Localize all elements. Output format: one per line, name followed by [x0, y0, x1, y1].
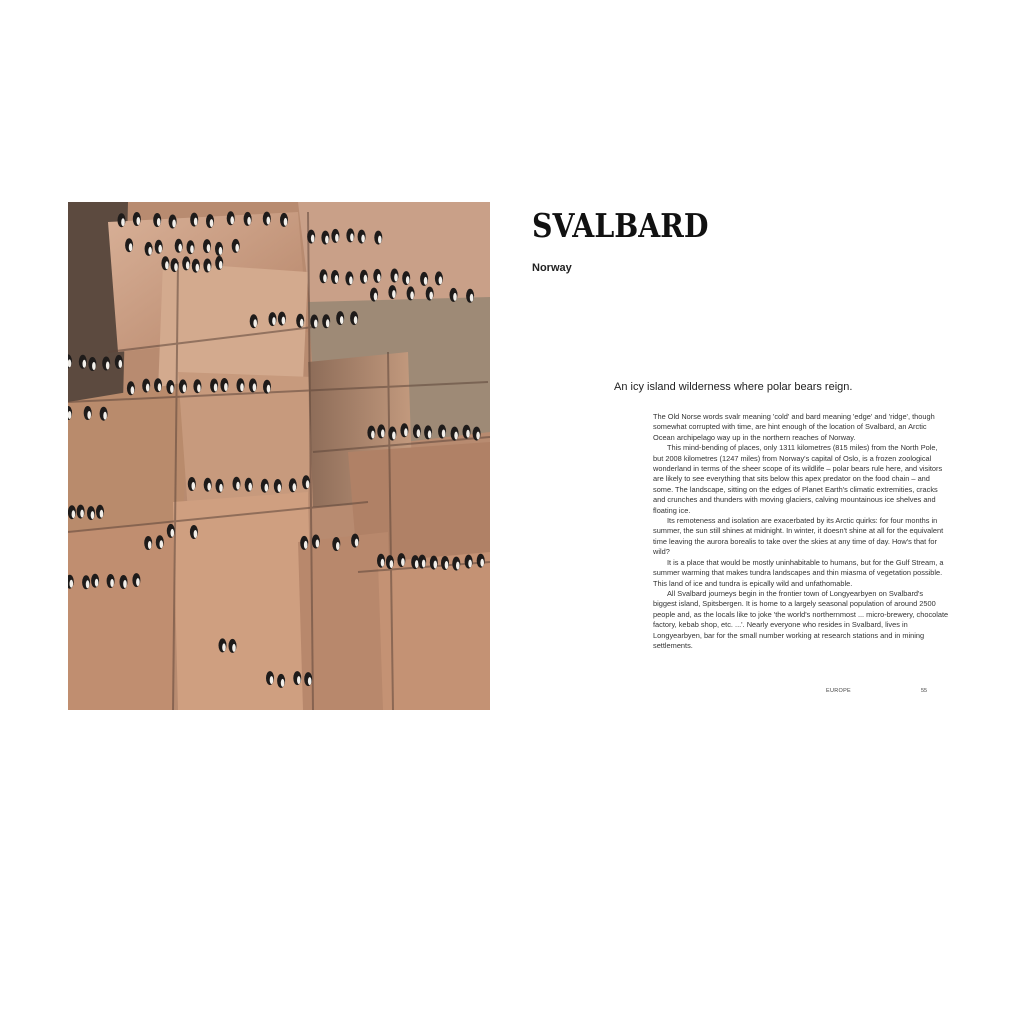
bird-belly [454, 432, 458, 440]
bird-belly [253, 319, 257, 327]
bird-belly [361, 235, 365, 243]
bird-belly [207, 244, 211, 252]
bird-belly [354, 316, 358, 324]
cliff-photo [68, 202, 490, 710]
bird-belly [304, 541, 308, 549]
rock-face-5 [68, 382, 188, 542]
bird-belly [194, 530, 198, 538]
bird-belly [131, 386, 135, 394]
bird-belly [434, 561, 438, 569]
bird-belly [222, 643, 226, 651]
bird-belly [325, 236, 329, 244]
bird-belly [207, 483, 211, 491]
bird-belly [219, 247, 223, 255]
bird-belly [272, 317, 276, 325]
bird-belly [340, 316, 344, 324]
bird-belly [374, 293, 378, 301]
rock-face-12 [378, 552, 490, 710]
bird-belly [91, 511, 95, 519]
bird-belly [265, 484, 269, 492]
bird-belly [100, 510, 104, 518]
bird-belly [293, 483, 297, 491]
bird-belly [270, 676, 274, 684]
bird-belly [178, 244, 182, 252]
bird-belly [297, 676, 301, 684]
bird-belly [381, 429, 385, 437]
bird-belly [453, 293, 457, 301]
bird-belly [207, 264, 211, 272]
bird-belly [148, 541, 152, 549]
footer-section-label: EUROPE [826, 688, 852, 694]
bird-belly [314, 320, 318, 328]
bird-belly [192, 482, 196, 490]
bird-belly [157, 218, 161, 226]
bird-belly [371, 431, 375, 439]
bird-belly [148, 247, 152, 255]
paragraph: All Svalbard journeys begin in the frontier town of Longyearbyen on Svalbard's biggest island, Spitsbergen. It is home to a largely seasonal population of around 2500 people and, as the locals like to joke 'the world's northernmost ... micro-brewery, chocolate factory, kebab shop, etc. ...'. Nearly everyone who resides in Svalbard, lives in Longyearbyen, bar for the small number working at research stations and in mining settlements. [653, 588, 949, 650]
lede: An icy island wilderness where polar bears reign. [614, 381, 853, 393]
bird-belly [468, 560, 472, 568]
bird-belly [95, 579, 99, 587]
bird-belly [355, 539, 359, 547]
bird-belly [210, 219, 214, 227]
bird-belly [415, 560, 419, 568]
bird-belly [219, 261, 223, 269]
bird-belly [214, 384, 218, 392]
bird-belly [476, 432, 480, 440]
bird-belly [224, 383, 228, 391]
bird-belly [87, 411, 91, 419]
bird-belly [236, 482, 240, 490]
bird-belly [350, 233, 354, 241]
paragraph: This mind-bending of places, only 1311 kilometres (815 miles) from the North Pole, but 2008 kilometres (1247 miles) from Norway's capital of Oslo, is a frozen zoological wonderland in terms of the sheer scope of its wildlife – polar bears rule here, and visitors are likely to see everything that sits below this apex predator on the food chain – and some. The landscape, sitting on the edges of Planet Earth's climatic extremities, cracks and crunches and thunders with moving glaciers, calving mountainous ice shelves and floating ice. [653, 443, 943, 515]
bird-belly [129, 243, 133, 251]
bird-belly [123, 580, 127, 588]
bird-belly [424, 277, 428, 285]
page-number: 55 [921, 688, 928, 694]
bird-belly [119, 360, 123, 368]
bird-belly [300, 319, 304, 327]
bird-belly [235, 244, 239, 252]
bird-belly [248, 483, 252, 491]
bird-belly [171, 529, 175, 537]
bird-belly [70, 580, 74, 588]
bird-belly [282, 317, 286, 325]
bird-belly [230, 216, 234, 224]
bird-belly [232, 644, 236, 652]
bird-belly [406, 276, 410, 284]
bird-belly [442, 430, 446, 438]
bird-belly [390, 560, 394, 568]
bird-belly [240, 383, 244, 391]
bird-belly [80, 510, 84, 518]
bird-belly [190, 245, 194, 253]
article-body [653, 412, 949, 651]
bird-belly [456, 562, 460, 570]
bird-belly [83, 360, 87, 368]
bird-belly [183, 384, 187, 392]
bird-belly [392, 290, 396, 298]
bird-belly [417, 429, 421, 437]
bird-belly [401, 558, 405, 566]
bird-belly [278, 484, 282, 492]
bird-belly [308, 677, 312, 685]
page-title: SVALBARD [532, 206, 709, 245]
bird-belly [160, 540, 164, 548]
paragraph: Its remoteness and isolation are exacerbated by its Arctic quirks: for four months in summer, the sun still shines at midnight. In winter, it doesn't shine at all for the equivalent time leaving the aurora borealis to take over the skies at any time of day. How's that for wild? [653, 516, 944, 557]
bird-belly [196, 264, 200, 272]
page-subtitle: Norway [532, 262, 572, 274]
bird-belly [194, 218, 198, 226]
bird-belly [170, 385, 174, 393]
bird-belly [267, 217, 271, 225]
bird-belly [378, 236, 382, 244]
bird-belly [186, 261, 190, 269]
bird-belly [137, 217, 141, 225]
bird-belly [136, 578, 140, 586]
bird-belly [158, 245, 162, 253]
bird-belly [323, 274, 327, 282]
bird-belly [336, 542, 340, 550]
bird-belly [103, 412, 107, 420]
bird-belly [316, 540, 320, 548]
bird-belly [106, 362, 110, 370]
bird-belly [86, 580, 90, 588]
bird-belly [422, 560, 426, 568]
bird-belly [439, 276, 443, 284]
bird-belly [470, 294, 474, 302]
bird-belly [335, 275, 339, 283]
bird-belly [381, 559, 385, 567]
bird-belly [377, 274, 381, 282]
bird-belly [284, 218, 288, 226]
paragraph: The Old Norse words svalr meaning 'cold' and bard meaning 'edge' and 'ridge', though somewhat corrupted with time, are hint enough of the location of Svalbard, an Arctic Ocean archipelago way up in the northern reaches of Norway. [653, 412, 935, 442]
bird-belly [172, 220, 176, 228]
bird-belly [392, 432, 396, 440]
bird-belly [306, 480, 310, 488]
paragraph: It is a place that would be mostly uninhabitable to humans, but for the Gulf Stream, a summer warming that makes tundra landscapes and thin miasma of vegetation possible. This land of ice and tundra is epically wild and unfathomable. [653, 557, 944, 588]
bird-belly [404, 428, 408, 436]
rock-face-9 [68, 522, 178, 710]
bird-belly [219, 484, 223, 492]
bird-belly [158, 383, 162, 391]
bird-belly [146, 384, 150, 392]
bird-belly [410, 291, 414, 299]
bird-belly [364, 275, 368, 283]
bird-belly [110, 579, 114, 587]
rock-face-10 [173, 492, 313, 710]
bird-belly [326, 319, 330, 327]
bird-belly [349, 276, 353, 284]
bird-belly [174, 263, 178, 271]
bird-belly [121, 218, 125, 226]
bird-belly [429, 292, 433, 300]
bird-belly [197, 384, 201, 392]
bird-belly [466, 430, 470, 438]
bird-belly [311, 235, 315, 243]
bird-belly [165, 261, 169, 269]
bird-belly [92, 362, 96, 370]
bird-belly [445, 561, 449, 569]
bird-belly [428, 430, 432, 438]
bird-belly [267, 385, 271, 393]
cliff-illustration [68, 202, 490, 710]
bird-belly [247, 217, 251, 225]
bird-belly [335, 234, 339, 242]
bird-belly [394, 274, 398, 282]
bird-belly [253, 383, 257, 391]
bird-belly [480, 559, 484, 567]
bird-belly [72, 510, 76, 518]
bird-belly [281, 679, 285, 687]
